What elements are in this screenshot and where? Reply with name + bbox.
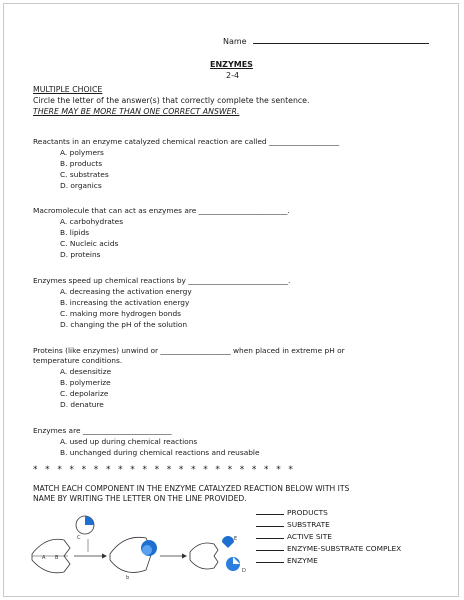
question-1-option-c[interactable]: C. substrates (60, 170, 109, 179)
question-5-option-a[interactable]: A. used up during chemical reactions (60, 437, 198, 446)
section-heading: MULTIPLE CHOICE (33, 85, 103, 94)
instruction-warning: THERE MAY BE MORE THAN ONE CORRECT ANSWER. (33, 107, 240, 116)
answer-blank[interactable] (256, 556, 284, 563)
match-label: PRODUCTS (287, 508, 328, 517)
answer-blank[interactable] (256, 520, 284, 527)
question-4-option-a[interactable]: A. desensitize (60, 367, 112, 376)
question-2-option-a[interactable]: A. carbohydrates (60, 217, 124, 226)
question-4-option-d[interactable]: D. denature (60, 400, 104, 409)
instruction-line: Circle the letter of the answer(s) that correctly complete the sentence. (33, 96, 310, 105)
match-item-enzyme[interactable] (256, 556, 318, 565)
question-5-option-b[interactable]: B. unchanged during chemical reactions and reusable (60, 448, 260, 457)
reaction-arrow-2 (160, 554, 187, 559)
label-d: D (242, 568, 246, 574)
question-1-option-a[interactable]: A. polymers (60, 148, 104, 157)
answer-blank[interactable] (256, 544, 284, 551)
released-enzyme (190, 543, 218, 569)
reaction-arrow-1 (74, 539, 107, 559)
name-field[interactable] (223, 36, 429, 46)
question-3-option-c[interactable]: C. making more hydrogen bonds (60, 309, 181, 318)
match-item-products[interactable] (256, 508, 328, 517)
answer-blank[interactable] (256, 532, 284, 539)
match-label: ENZYME (287, 556, 318, 565)
question-2-text: Macromolecule that can act as enzymes are ________________________. (33, 206, 290, 215)
label-e: E (234, 536, 238, 542)
enzyme-reaction-diagram (28, 512, 252, 582)
substrate-circle-c (76, 516, 94, 534)
enzyme-substrate-complex (110, 537, 157, 572)
label-c: C (77, 535, 81, 541)
question-2-option-b[interactable]: B. lipids (60, 228, 90, 237)
name-blank-line[interactable] (253, 36, 429, 44)
label-small-b: b (126, 575, 130, 581)
question-4-text-cont: temperature conditions. (33, 356, 123, 365)
question-4-option-c[interactable]: C. depolarize (60, 389, 109, 398)
product-e (222, 536, 234, 548)
question-4-option-b[interactable]: B. polymerize (60, 378, 111, 387)
question-3-option-a[interactable]: A. decreasing the activation energy (60, 287, 192, 296)
question-4-text: Proteins (like enzymes) unwind or ___________________ when placed in extreme pH or (33, 346, 345, 355)
matching-instruction-line-1: MATCH EACH COMPONENT IN THE ENZYME CATALYZED REACTION BELOW WITH ITS (33, 484, 350, 493)
product-d (226, 557, 240, 571)
answer-blank[interactable] (256, 508, 284, 515)
matching-instruction-line-2: NAME BY WRITING THE LETTER ON THE LINE PROVIDED. (33, 494, 247, 503)
match-item-active-site[interactable] (256, 532, 332, 541)
question-3-option-b[interactable]: B. increasing the activation energy (60, 298, 190, 307)
label-a: A (42, 555, 46, 561)
question-1-option-d[interactable]: D. organics (60, 181, 102, 190)
label-b: B (55, 555, 59, 561)
match-label: ACTIVE SITE (287, 532, 332, 541)
match-label: SUBSTRATE (287, 520, 330, 529)
question-3-text: Enzymes speed up chemical reactions by ___________________________. (33, 276, 291, 285)
match-item-enzyme-substrate-complex[interactable] (256, 544, 401, 553)
question-5-text: Enzymes are ________________________ (33, 426, 172, 435)
enzyme-a (32, 539, 70, 573)
star-divider: * * * * * * * * * * * * * * * * * * * * * * (33, 465, 296, 475)
match-label: ENZYME-SUBSTRATE COMPLEX (287, 544, 402, 553)
question-2-option-d[interactable]: D. proteins (60, 250, 101, 259)
question-3-option-d[interactable]: D. changing the pH of the solution (60, 320, 188, 329)
match-item-substrate[interactable] (256, 520, 330, 529)
question-1-option-b[interactable]: B. products (60, 159, 103, 168)
worksheet-title: ENZYMES (210, 60, 253, 69)
name-label: Name (223, 37, 247, 46)
question-2-option-c[interactable]: C. Nucleic acids (60, 239, 119, 248)
question-1-text: Reactants in an enzyme catalyzed chemical reaction are called ___________________ (33, 137, 340, 146)
worksheet-subtitle: 2-4 (226, 71, 240, 80)
